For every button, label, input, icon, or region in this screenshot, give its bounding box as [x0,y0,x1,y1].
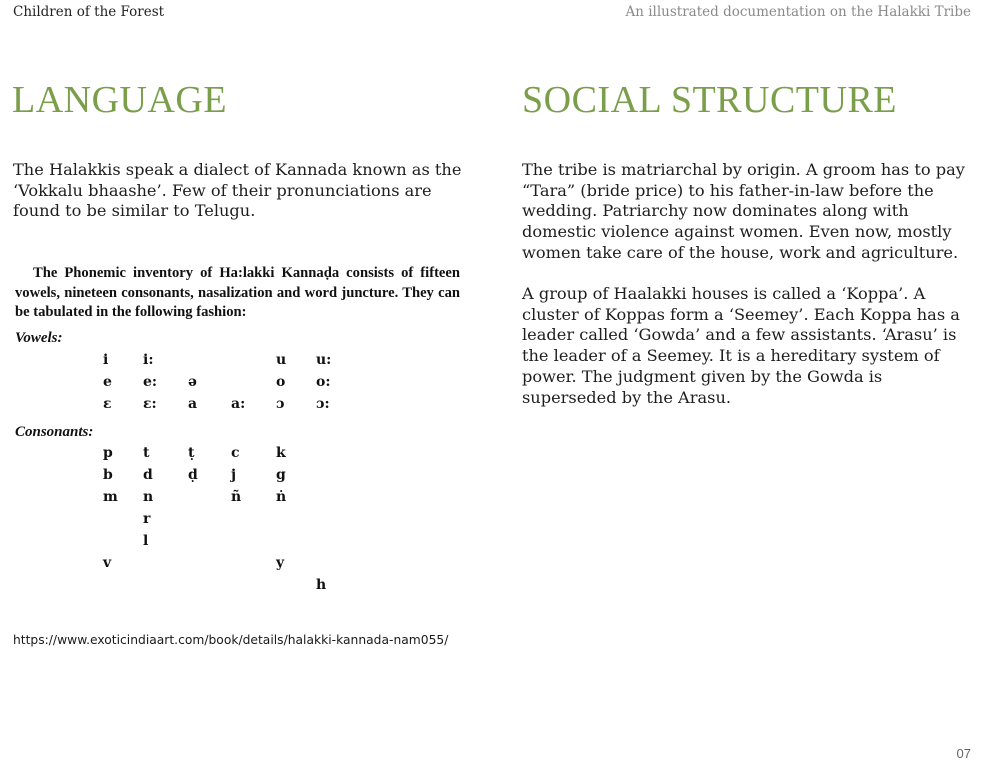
vowels-label: Vowels: [15,330,63,346]
consonants-symbol: y [276,555,285,571]
source-url: https://www.exoticindiaart.com/book/details/halakki-kannada-nam055/ [13,633,449,647]
social-paragraph-2: A group of Haalakki houses is called a ‘Koppa’. A cluster of Koppas form a ‘Seemey’. Each Koppa has a leader called ‘Gowda’ and a few assistants. ‘Arasu’ is the leader of a Seemey. It is a hereditary system of power. The judgment given by the Gowda is superseded by the Arasu. [522,284,960,407]
consonants-symbol: v [103,555,112,571]
vowels-symbol: ɛ [103,396,112,412]
consonants-label: Consonants: [15,424,94,440]
consonants-symbol: ḍ [188,467,198,483]
vowels-symbol: i: [143,352,154,368]
vowels-symbol: e: [143,374,158,390]
vowels-symbol: o [276,374,286,390]
excerpt-intro: The Phonemic inventory of Ha:lakki Kannaḍa consists of fifteen vowels, nineteen consonants, nasalization and word juncture. They can be tabulated in the following fashion: [15,265,460,320]
consonants-symbol: m [103,489,118,505]
vowels-symbol: e [103,374,112,390]
phonemic-inventory-excerpt [15,264,460,593]
vowels-symbol: u [276,352,287,368]
consonants-symbol: ñ [231,489,242,505]
social-structure-heading: SOCIAL STRUCTURE [522,79,898,121]
consonants-symbol: j [231,467,237,483]
consonants-symbol: ṭ [188,445,195,461]
consonants-symbol: p [103,445,113,461]
consonants-symbol: r [143,511,151,527]
language-heading: LANGUAGE [12,79,228,121]
vowels-symbol: ɔ: [316,396,330,412]
consonants-symbol: t [143,445,150,461]
consonants-symbol: n [143,489,154,505]
consonants-symbol: h [316,577,327,593]
vowels-symbol: a [188,396,198,412]
vowels-symbol: u: [316,352,332,368]
vowels-symbol: i [103,352,109,368]
consonants-symbol: c [231,445,240,461]
consonants-symbol: b [103,467,113,483]
book-subtitle: An illustrated documentation on the Halakki Tribe [625,4,971,20]
vowels-symbol: ə [188,374,197,390]
consonants-symbol: ṅ [276,489,287,505]
vowels-symbol: ɛ: [143,396,157,412]
consonants-symbol: d [143,467,153,483]
vowels-symbol: o: [316,374,331,390]
vowels-symbol: ɔ [276,396,285,412]
social-paragraph-1: The tribe is matriarchal by origin. A groom has to pay “Tara” (bride price) to his father-in-law before the wedding. Patriarchy now dominates along with domestic violence against women. Even now, mostly women take care of the house, work and agriculture. [522,160,965,262]
page-number: 07 [956,746,971,761]
consonants-symbol: g [276,467,286,483]
language-paragraph: The Halakkis speak a dialect of Kannada known as the ‘Vokkalu bhaashe’. Few of their pronunciations are found to be similar to Telugu. [13,160,462,221]
consonants-symbol: k [276,445,286,461]
book-title: Children of the Forest [13,4,165,20]
vowels-symbol: a: [231,396,246,412]
consonants-symbol: l [143,533,149,549]
